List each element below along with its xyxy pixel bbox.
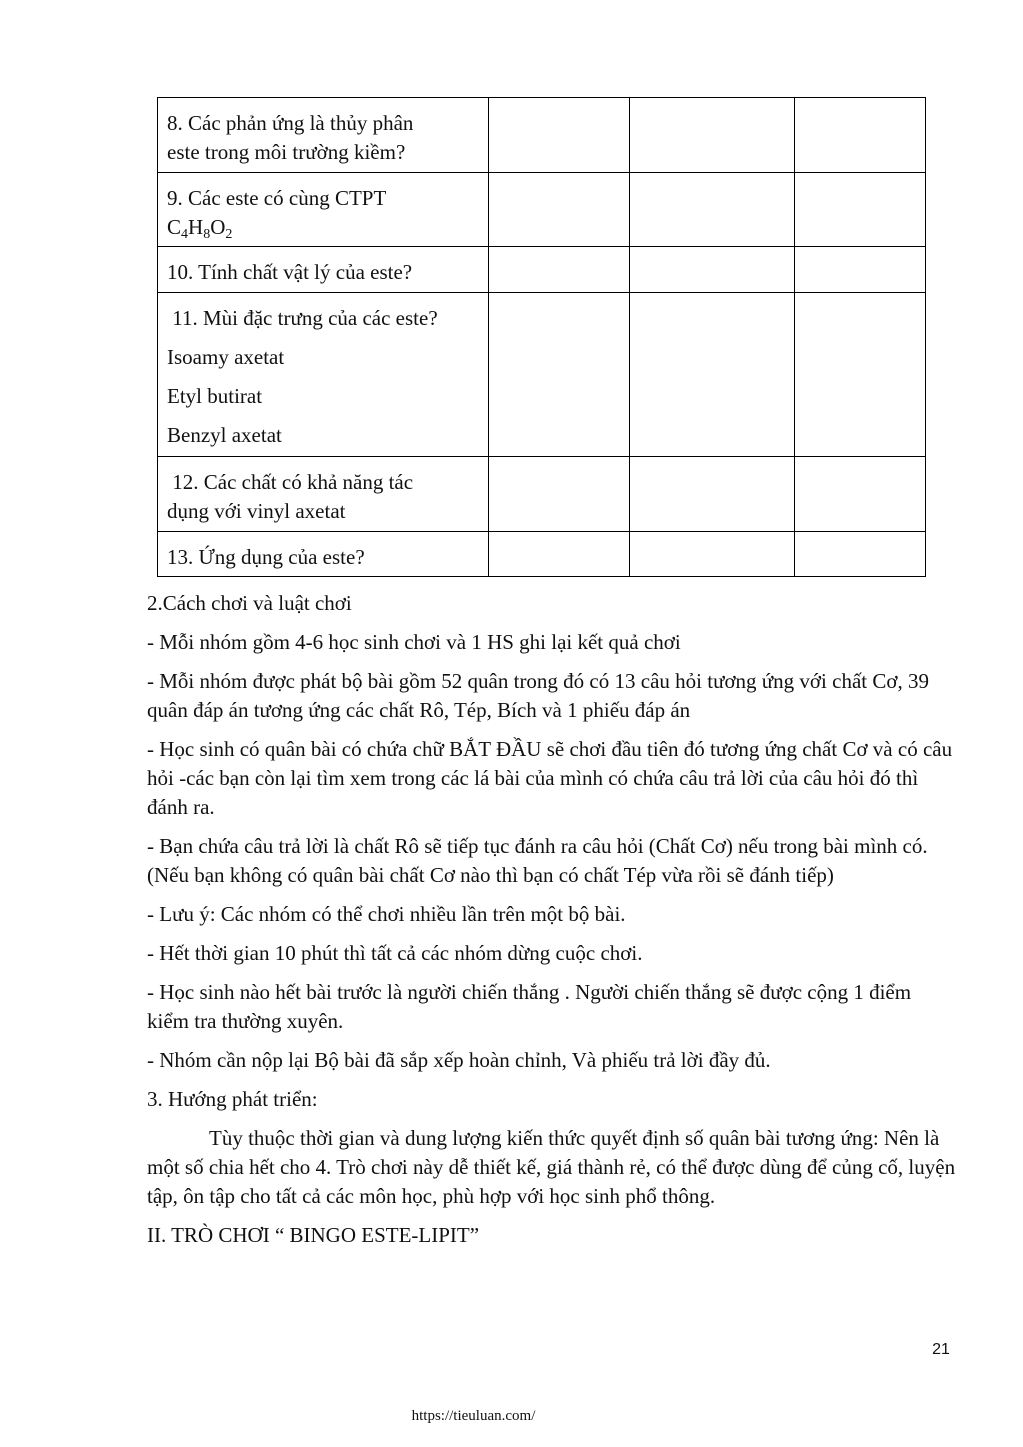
question-text: 8. Các phản ứng là thủy phân: [167, 111, 414, 135]
answer-cell: [630, 457, 795, 532]
question-table: [157, 97, 926, 577]
table-row: [158, 457, 926, 532]
question-text: 11. Mùi đặc trưng của các este?: [167, 306, 438, 330]
section-heading: 2.Cách chơi và luật chơi: [147, 591, 352, 615]
answer-cell: [795, 173, 926, 247]
rule-item: - Học sinh nào hết bài trước là người chiến thắng . Người chiến thắng sẽ được cộng 1 điểm kiểm tra thường xuyên.: [147, 980, 912, 1033]
question-text: 13. Ứng dụng của este?: [167, 545, 365, 569]
answer-cell: [630, 293, 795, 457]
answer-cell: [630, 532, 795, 577]
section-heading: II. TRÒ CHƠI “ BINGO ESTE-LIPIT”: [147, 1223, 480, 1247]
answer-cell: [795, 532, 926, 577]
answer-cell: [489, 532, 630, 577]
rule-item: - Mỗi nhóm gồm 4-6 học sinh chơi và 1 HS ghi lại kết quả chơi: [147, 630, 681, 654]
answer-cell: [489, 173, 630, 247]
answer-cell: [630, 247, 795, 293]
question-text: 9. Các este có cùng CTPT: [167, 186, 387, 210]
answer-cell: [489, 247, 630, 293]
question-text: 12. Các chất có khả năng tác: [167, 470, 414, 494]
section-heading: 3. Hướng phát triển:: [147, 1087, 318, 1111]
table-row: [158, 532, 926, 577]
answer-cell: [795, 457, 926, 532]
question-cell: [158, 98, 489, 173]
document-body: [147, 589, 957, 1260]
table-row: [158, 293, 926, 457]
rule-item: - Bạn chứa câu trả lời là chất Rô sẽ tiếp tục đánh ra câu hỏi (Chất Cơ) nếu trong bài mình có. (Nếu bạn không có quân bài chất Cơ nào thì bạn có chất Tép vừa rồi sẽ đánh tiếp): [147, 834, 928, 887]
question-cell: [158, 173, 489, 247]
rule-item: - Hết thời gian 10 phút thì tất cả các nhóm dừng cuộc chơi.: [147, 941, 643, 965]
answer-cell: [795, 247, 926, 293]
question-text: 10. Tính chất vật lý của este?: [167, 260, 413, 284]
answer-cell: [489, 457, 630, 532]
ester-name: Isoamy axetat: [167, 345, 285, 369]
question-text: dụng với vinyl axetat: [167, 499, 346, 523]
table-row: [158, 247, 926, 293]
answer-cell: [630, 98, 795, 173]
rule-item: - Học sinh có quân bài có chứa chữ BẮT ĐẦU sẽ chơi đầu tiên đó tương ứng chất Cơ và có câu hỏi -các bạn còn lại tìm xem trong các lá bài của mình có chứa câu trả lời của câu hỏi đó thì đánh ra.: [147, 737, 953, 819]
answer-cell: [489, 98, 630, 173]
question-cell: [158, 247, 489, 293]
answer-cell: [795, 98, 926, 173]
footer-url[interactable]: https://tieuluan.com/: [411, 1408, 536, 1424]
chemical-formula: $C_4H_8O_2$: [167, 215, 233, 242]
question-cell: [158, 293, 489, 457]
ester-name: Benzyl axetat: [167, 423, 282, 447]
rule-item: - Lưu ý: Các nhóm có thể chơi nhiều lần trên một bộ bài.: [147, 902, 626, 926]
development-paragraph: Tùy thuộc thời gian và dung lượng kiến thức quyết định số quân bài tương ứng: Nên là một số chia hết cho 4. Trò chơi này dễ thiết kế, giá thành rẻ, có thể được dùng để củng cố, luyện tập, ôn tập cho tất cả các môn học, phù hợp với học sinh phổ thông.: [147, 1126, 956, 1208]
table-row: [158, 173, 926, 247]
question-cell: [158, 532, 489, 577]
answer-cell: [795, 293, 926, 457]
answer-cell: [489, 293, 630, 457]
page-number: 21: [932, 1341, 950, 1358]
question-text: este trong môi trường kiềm?: [167, 140, 406, 164]
ester-name: Etyl butirat: [167, 384, 263, 408]
rule-item: - Mỗi nhóm được phát bộ bài gồm 52 quân trong đó có 13 câu hỏi tương ứng với chất Cơ, 39 quân đáp án tương ứng các chất Rô, Tép, Bích và 1 phiếu đáp án: [147, 669, 929, 722]
rule-item: - Nhóm cần nộp lại Bộ bài đã sắp xếp hoàn chỉnh, Và phiếu trả lời đầy đủ.: [147, 1048, 771, 1072]
question-cell: [158, 457, 489, 532]
table-row: [158, 98, 926, 173]
answer-cell: [630, 173, 795, 247]
